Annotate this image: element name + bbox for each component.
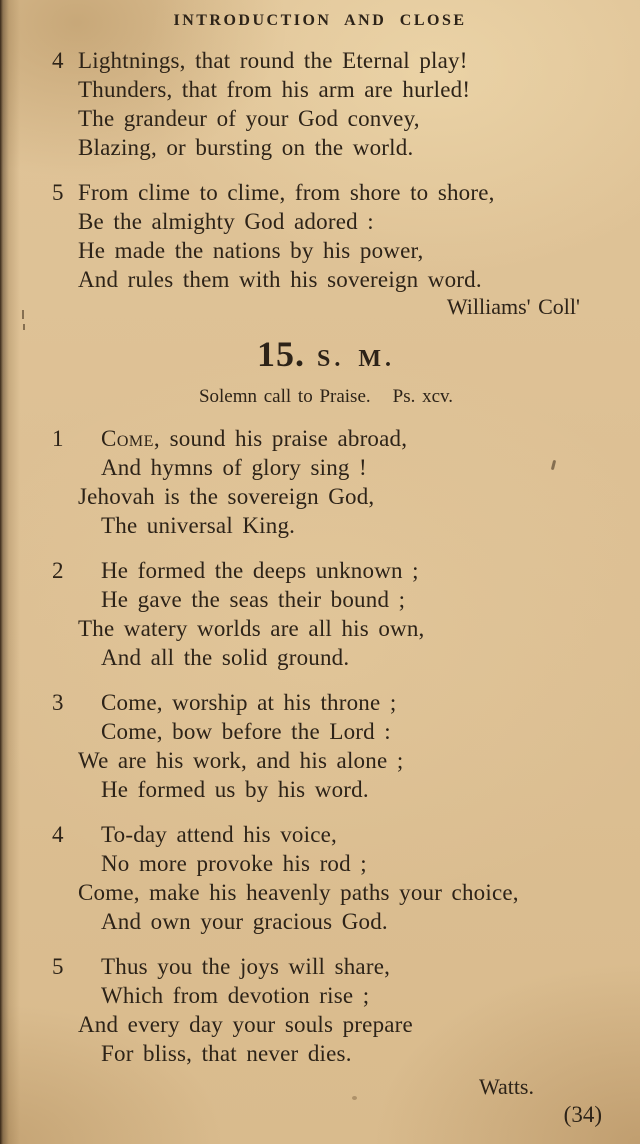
verse-line: Lightnings, that round the Eternal play! xyxy=(78,48,468,73)
verse-line: Which from devotion rise ; xyxy=(101,983,370,1008)
verse-number: 5 xyxy=(52,180,64,205)
hymn-title xyxy=(52,334,600,382)
hymn-verses xyxy=(52,424,600,1068)
verse-line: Thus you the joys will share, xyxy=(101,954,391,979)
verse-number: 1 xyxy=(52,426,64,451)
hymn-attribution: Watts. xyxy=(478,1074,534,1099)
verse-line: Come, sound his praise abroad, xyxy=(101,426,408,451)
verse-line: And rules them with his sovereign word. xyxy=(78,267,482,292)
verse-line: Come, worship at his throne ; xyxy=(101,690,397,715)
scan-mark xyxy=(352,1096,357,1100)
verse-line: Come, bow before the Lord : xyxy=(101,719,391,744)
verse-line: He formed the deeps unknown ; xyxy=(101,558,419,583)
verse-number: 4 xyxy=(52,48,64,73)
hymn-subtitle: Solemn call to Praise. xyxy=(198,386,371,407)
scan-mark xyxy=(23,324,25,330)
verse-line: We are his work, and his alone ; xyxy=(78,748,404,773)
verse-line: He formed us by his word. xyxy=(101,777,369,802)
previous-hymn-attribution: Williams' Coll' xyxy=(446,294,580,319)
verse-line: And own your gracious God. xyxy=(101,909,388,934)
verse-line: He gave the seas their bound ; xyxy=(101,587,406,612)
verse-number: 4 xyxy=(52,822,64,847)
verse-line: From clime to clime, from shore to shore, xyxy=(78,180,495,205)
previous-hymn-verses xyxy=(52,46,600,294)
verse-1 xyxy=(52,424,600,540)
verse-line: To-day attend his voice, xyxy=(101,822,337,847)
verse-line: The universal King. xyxy=(101,513,296,538)
verse-4 xyxy=(52,46,600,162)
verse-number: 5 xyxy=(52,954,64,979)
verse-5 xyxy=(52,952,600,1068)
hymn-number: 15. xyxy=(257,334,305,374)
running-header: INTRODUCTION AND CLOSE xyxy=(173,12,467,29)
verse-line: And hymns of glory sing ! xyxy=(101,455,367,480)
verse-line: And every day your souls prepare xyxy=(78,1012,413,1037)
verse-4 xyxy=(52,820,600,936)
verse-2 xyxy=(52,556,600,672)
page-body xyxy=(0,46,640,1100)
hymn-meter: S. M. xyxy=(317,346,395,372)
verse-number: 3 xyxy=(52,690,64,715)
hymn-subtitle-row xyxy=(52,386,600,408)
verse-line: Be the almighty God adored : xyxy=(78,209,374,234)
scan-mark xyxy=(22,310,24,319)
verse-number: 2 xyxy=(52,558,64,583)
verse-line: He made the nations by his power, xyxy=(78,238,424,263)
lead-word: Come, xyxy=(101,426,161,451)
verse-3 xyxy=(52,688,600,804)
verse-5 xyxy=(52,178,600,294)
page-number: (34) xyxy=(563,1102,602,1127)
verse-line: And all the solid ground. xyxy=(101,645,350,670)
verse-line: For bliss, that never dies. xyxy=(101,1041,352,1066)
verse-line: No more provoke his rod ; xyxy=(101,851,367,876)
scripture-reference: Ps. xcv. xyxy=(392,386,454,407)
verse-line: Blazing, or bursting on the world. xyxy=(78,135,414,160)
verse-line: Come, make his heavenly paths your choice, xyxy=(78,880,519,905)
verse-line: The watery worlds are all his own, xyxy=(78,616,425,641)
verse-line: The grandeur of your God convey, xyxy=(78,106,420,131)
verse-line: Thunders, that from his arm are hurled! xyxy=(78,77,471,102)
verse-line: Jehovah is the sovereign God, xyxy=(78,484,375,509)
